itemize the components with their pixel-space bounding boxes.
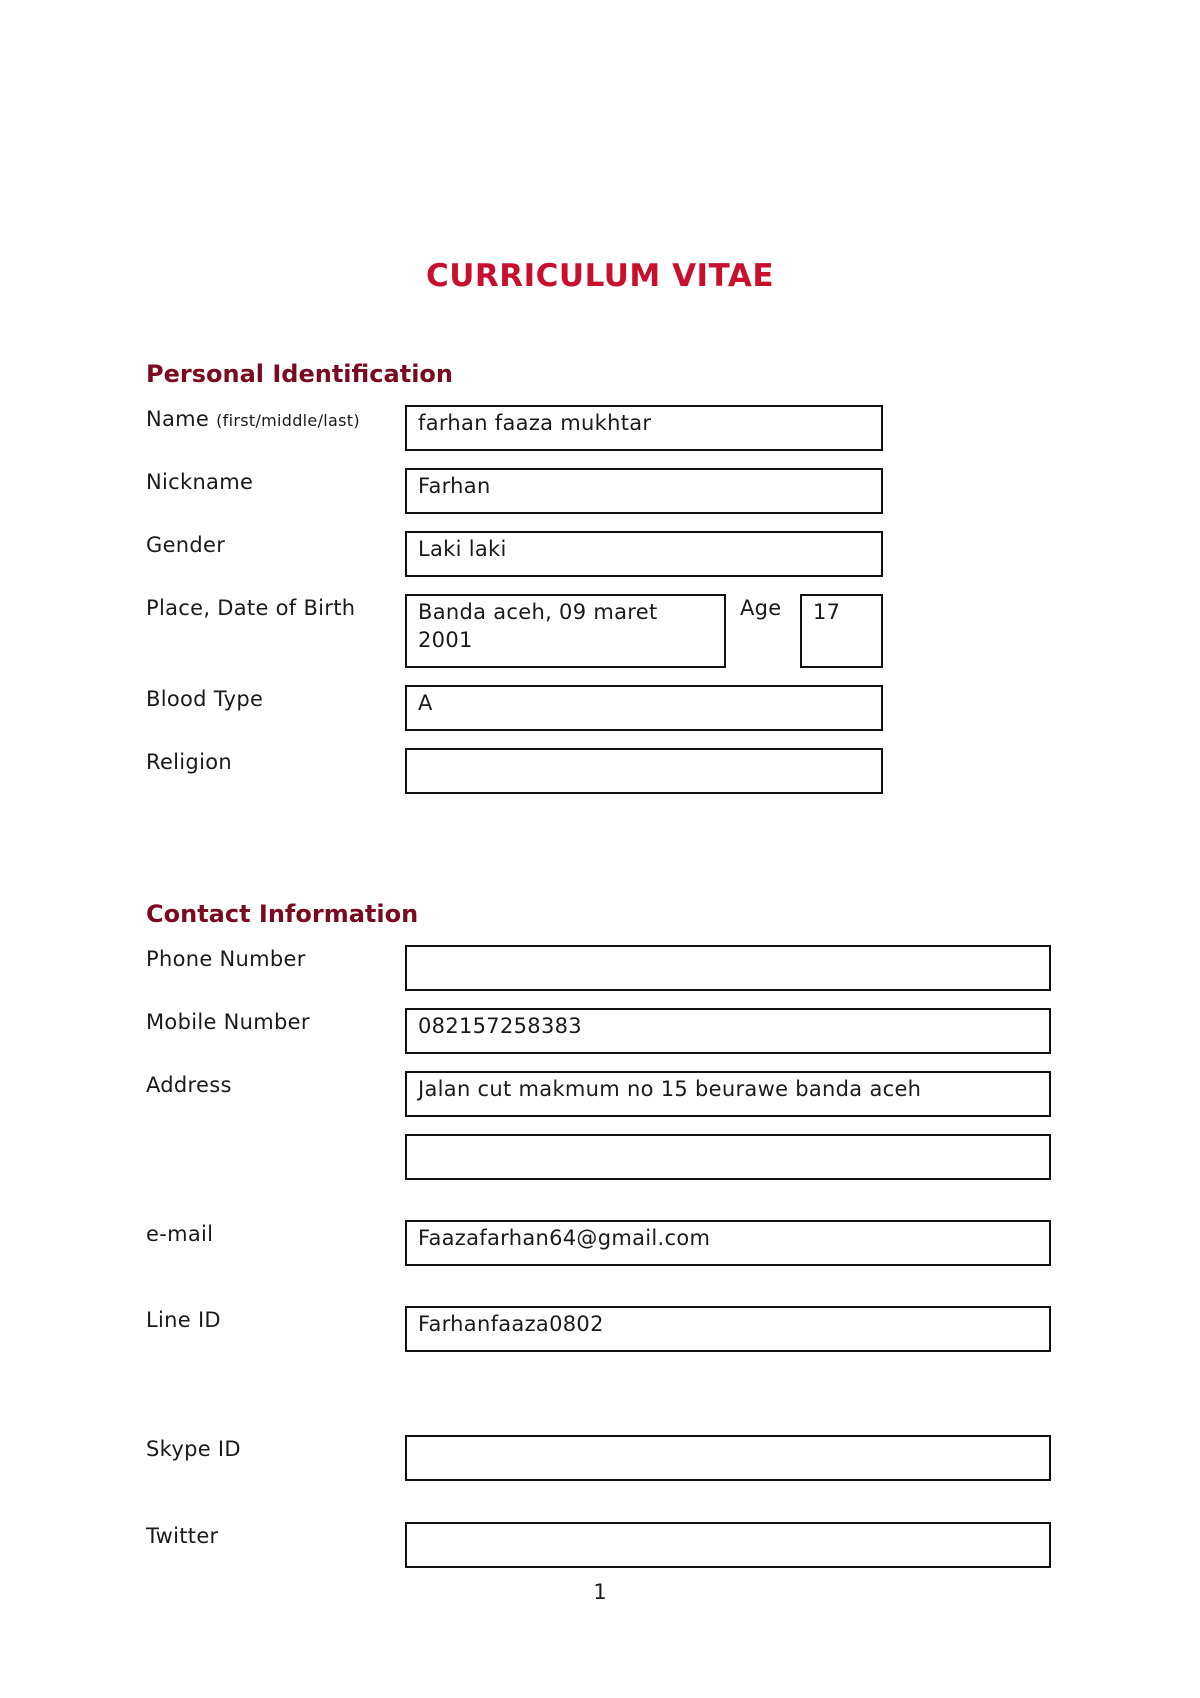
skype-field[interactable] xyxy=(405,1435,1051,1481)
religion-field[interactable] xyxy=(405,748,883,794)
age-field[interactable]: 17 xyxy=(800,594,883,668)
skype-label: Skype ID xyxy=(146,1437,241,1461)
blood-type-field[interactable]: A xyxy=(405,685,883,731)
address-field-line2[interactable] xyxy=(405,1134,1051,1180)
birth-label: Place, Date of Birth xyxy=(146,596,356,620)
twitter-label: Twitter xyxy=(146,1524,219,1548)
blood-type-label: Blood Type xyxy=(146,687,264,711)
name-label xyxy=(146,407,360,431)
nickname-field[interactable]: Farhan xyxy=(405,468,883,514)
email-field[interactable]: Faazafarhan64@gmail.com xyxy=(405,1220,1051,1266)
gender-label: Gender xyxy=(146,533,226,557)
address-field-line1[interactable]: Jalan cut makmum no 15 beurawe banda aceh xyxy=(405,1071,1051,1117)
line-id-label: Line ID xyxy=(146,1308,221,1332)
section-heading-personal: Personal Identification xyxy=(146,360,453,388)
birth-field[interactable]: Banda aceh, 09 maret 2001 xyxy=(405,594,726,668)
page-title: CURRICULUM VITAE xyxy=(425,258,775,294)
name-sublabel: (first/middle/last) xyxy=(216,411,360,430)
religion-label: Religion xyxy=(146,750,232,774)
phone-label: Phone Number xyxy=(146,947,306,971)
mobile-label: Mobile Number xyxy=(146,1010,310,1034)
twitter-field[interactable] xyxy=(405,1522,1051,1568)
mobile-field[interactable]: 082157258383 xyxy=(405,1008,1051,1054)
nickname-label: Nickname xyxy=(146,470,254,494)
email-label: e-mail xyxy=(146,1222,214,1246)
address-label: Address xyxy=(146,1073,232,1097)
phone-field[interactable] xyxy=(405,945,1051,991)
section-heading-contact: Contact Information xyxy=(146,900,419,928)
line-id-field[interactable]: Farhanfaaza0802 xyxy=(405,1306,1051,1352)
name-label-text: Name xyxy=(146,407,210,431)
age-label: Age xyxy=(740,596,782,620)
name-field[interactable]: farhan faaza mukhtar xyxy=(405,405,883,451)
page-number: 1 xyxy=(593,1580,607,1604)
gender-field[interactable]: Laki laki xyxy=(405,531,883,577)
